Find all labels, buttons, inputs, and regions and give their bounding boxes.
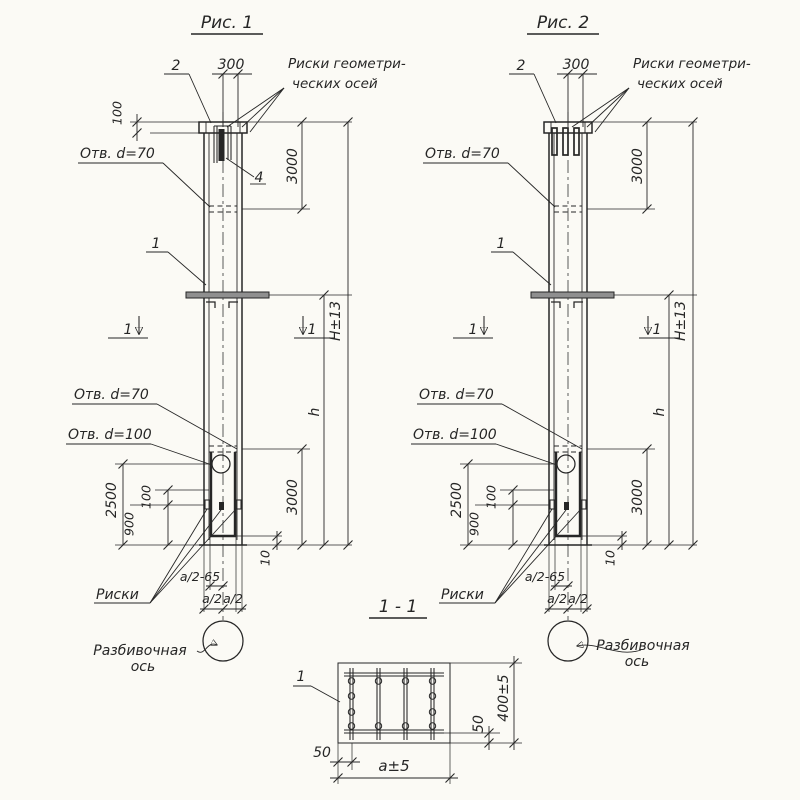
fig2-razbiv-line2: ось <box>624 654 650 670</box>
fig2-dimH: H±13 <box>673 300 689 342</box>
section-dim400: 400±5 <box>496 674 512 722</box>
fig1-riski-geom-line1: Риски геометри- <box>288 56 406 72</box>
fig1-dim2500: 2500 <box>104 482 120 518</box>
section-dimension-ticks <box>334 659 519 783</box>
fig2-section-mark-left: 1 <box>468 322 478 338</box>
fig2-otv100-label: Отв. d=100 <box>413 427 497 443</box>
fig2-dim900: 900 <box>466 512 482 536</box>
fig1-dim3000-top: 3000 <box>285 148 301 184</box>
fig1-dimh: h <box>307 407 323 417</box>
fig2-dim-a2-65: a/2-65 <box>524 569 566 584</box>
fig1-title: Рис. 1 <box>200 13 254 33</box>
section-rebar-cage <box>344 668 444 740</box>
fig2-dim-a2-left: a/2 <box>547 591 567 606</box>
fig2-otv70-bottom-label: Отв. d=70 <box>419 387 494 403</box>
section-dim50-right: 50 <box>471 715 487 733</box>
section-1-1-drawing <box>293 597 522 784</box>
fig1-top-extension-lines <box>130 122 199 133</box>
fig1-pos4-label: 4 <box>254 170 264 186</box>
fig2-section-mark-right: 1 <box>652 322 662 338</box>
fig1-dimH: H±13 <box>328 300 344 342</box>
fig2-top-slots <box>552 128 579 155</box>
section-pos1-leader <box>293 686 340 702</box>
fig1-otv100-label: Отв. d=100 <box>68 427 152 443</box>
fig1-dim10: 10 <box>257 550 273 566</box>
fig1-pos2-label: 2 <box>171 58 181 74</box>
fig2-riski-geom-line1: Риски геометри- <box>633 56 751 72</box>
fig1-dim-a2-left: a/2 <box>202 591 222 606</box>
fig1-dim100-top: 100 <box>109 101 125 125</box>
fig1-otv70-bottom-label: Отв. d=70 <box>74 387 149 403</box>
fig1-dim-a2-right: a/2 <box>223 591 243 606</box>
fig1-razbiv-line2: ось <box>130 659 156 675</box>
fig1-section-mark-right: 1 <box>307 322 317 338</box>
fig1-pos1-label: 1 <box>151 236 161 252</box>
fig2-dim100-bottom: 100 <box>483 485 499 509</box>
fig1-otv70-top-label: Отв. d=70 <box>80 146 155 162</box>
fig2-riski-geom-line2: ческих осей <box>637 76 723 92</box>
fig1-riski-label: Риски <box>96 587 139 603</box>
fig1-fixing-element <box>219 129 225 161</box>
fig2-dim3000-top: 3000 <box>630 148 646 184</box>
fig2-dim2500: 2500 <box>449 482 465 518</box>
section-dim50-left: 50 <box>313 745 331 761</box>
fig1-riski-geom-line2: ческих осей <box>292 76 378 92</box>
fig1-razbiv-line1: Разбивочная <box>93 643 187 659</box>
fig1-section-mark-left: 1 <box>123 322 133 338</box>
fig2-dim300: 300 <box>562 57 590 73</box>
fig1-top-slot-detail <box>214 126 231 163</box>
fig2-razbiv-line1: Разбивочная <box>596 638 690 654</box>
fig2-pos2-label: 2 <box>516 58 526 74</box>
section-outline <box>338 663 450 743</box>
figure2-drawing <box>411 13 751 670</box>
fig2-dim-a2-right: a/2 <box>568 591 588 606</box>
section-title: 1 - 1 <box>378 597 418 617</box>
fig1-dim100-bottom: 100 <box>138 485 154 509</box>
fig1-axis-leader <box>197 644 217 652</box>
fig2-dim3000-bottom: 3000 <box>630 479 646 515</box>
fig1-dim-a2-65: a/2-65 <box>179 569 221 584</box>
fig2-riski-label: Риски <box>441 587 484 603</box>
fig2-dim10: 10 <box>602 550 618 566</box>
fig1-dim3000-bottom: 3000 <box>285 479 301 515</box>
section-dim-a: a±5 <box>378 757 410 775</box>
section-pos1-label: 1 <box>296 669 306 685</box>
fig1-dim300: 300 <box>217 57 245 73</box>
fig2-dimh: h <box>652 407 668 417</box>
fig2-otv70-top-label: Отв. d=70 <box>425 146 500 162</box>
fig2-pos1-label: 1 <box>496 236 506 252</box>
fig2-title: Рис. 2 <box>536 13 590 33</box>
figure1-drawing <box>66 13 406 675</box>
fig1-dim900: 900 <box>121 512 137 536</box>
